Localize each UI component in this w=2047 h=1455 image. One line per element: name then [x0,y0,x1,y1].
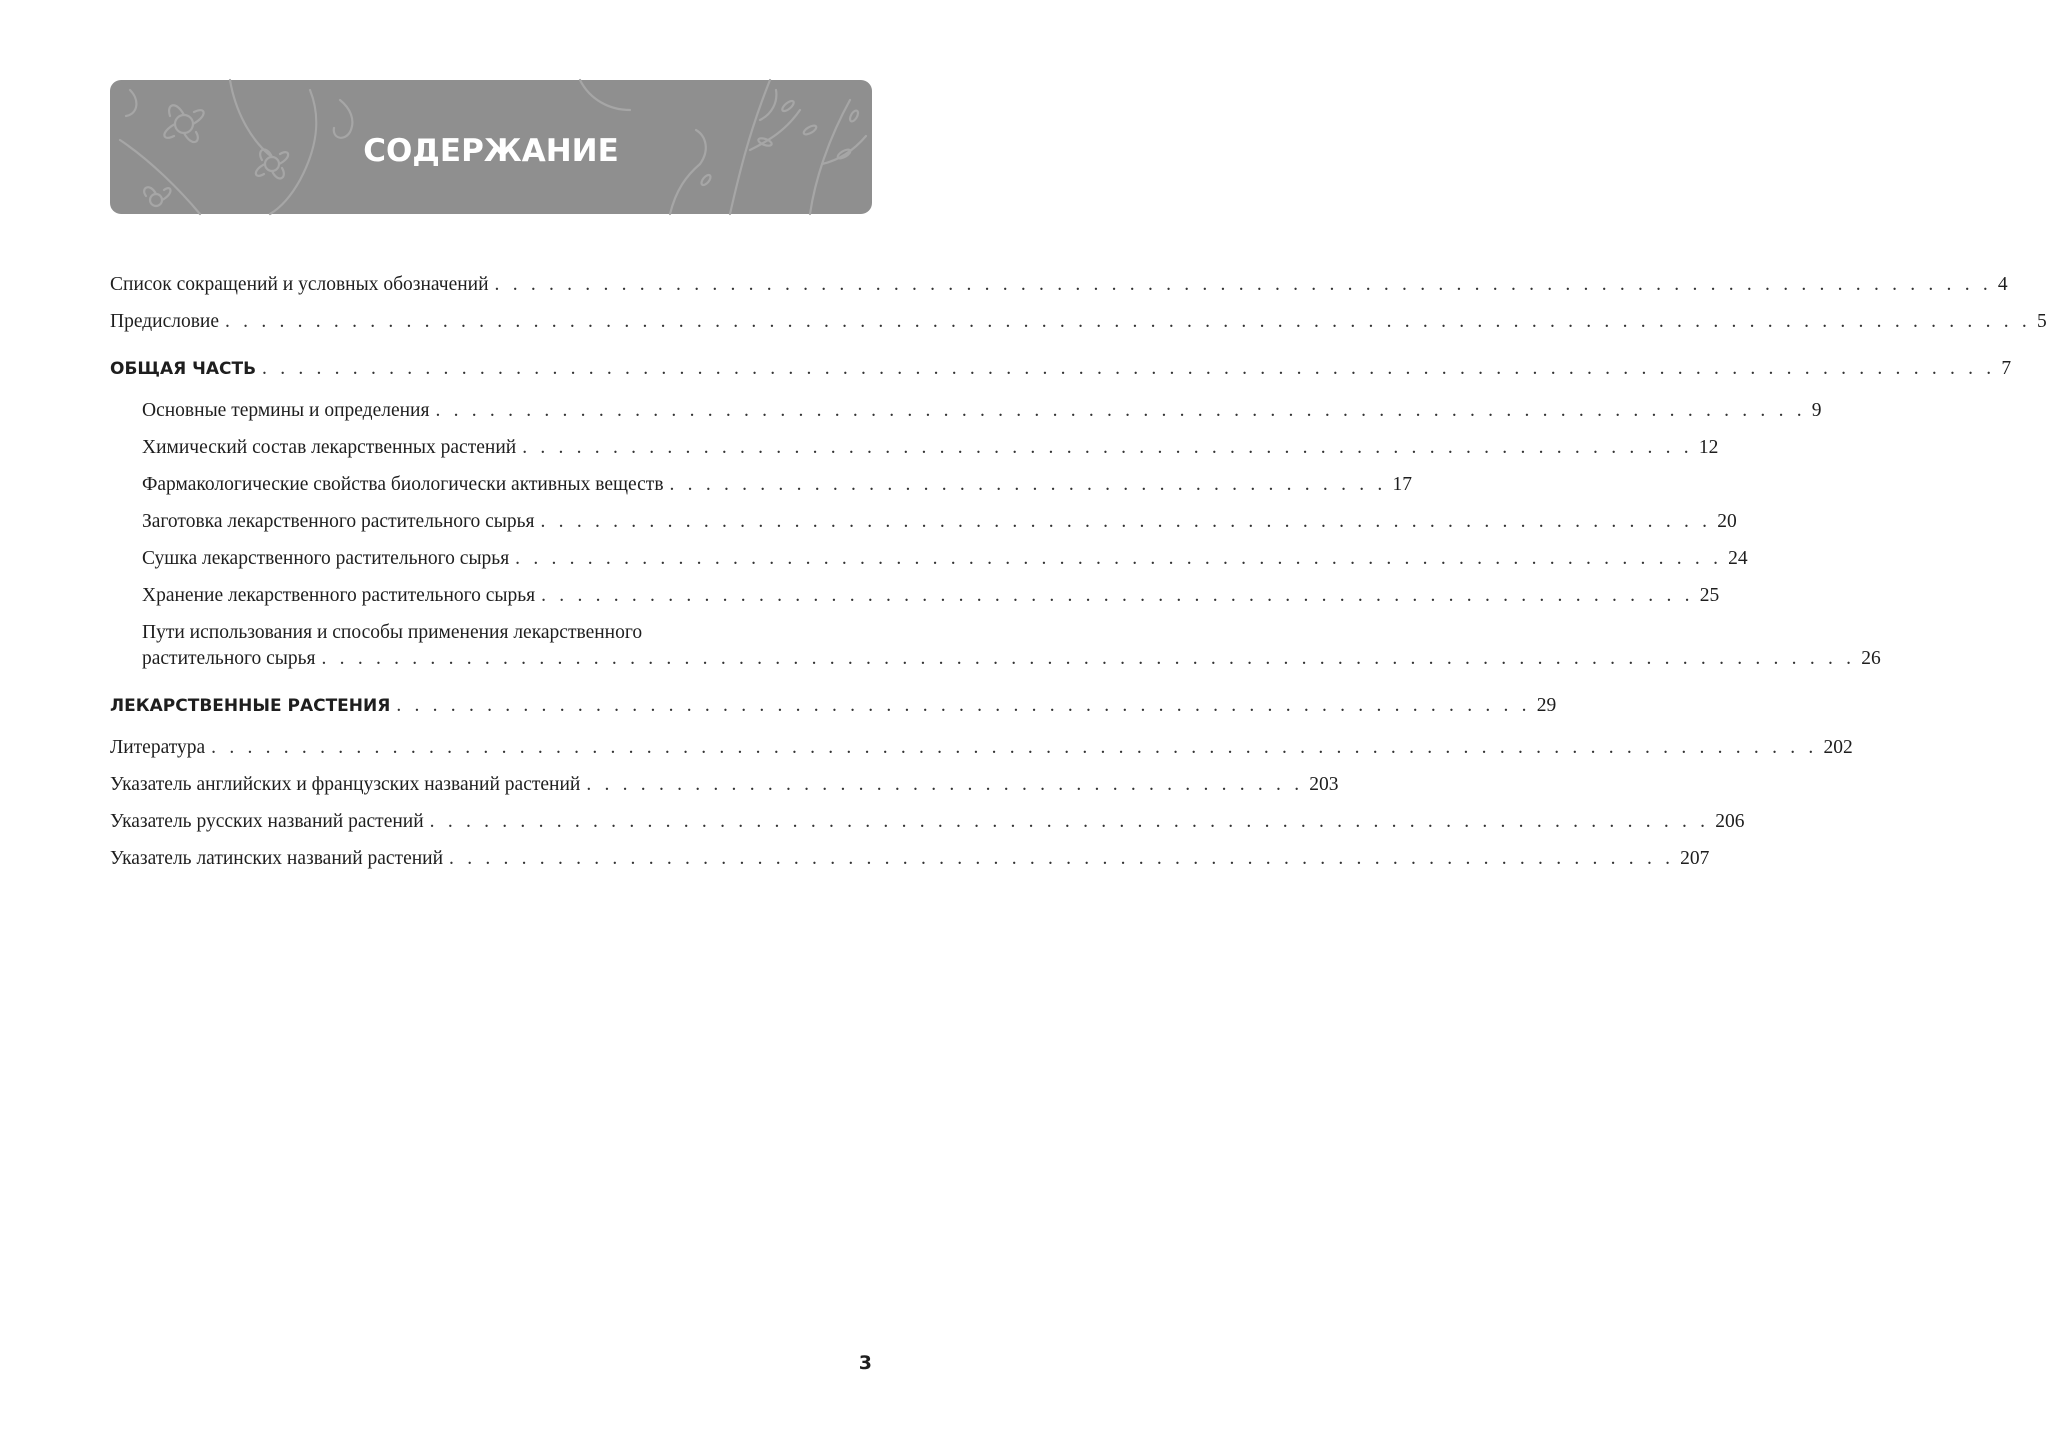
dot-leader: . . . . . . . . . . . . . . . . . . . . . . . . . . . . . . . . . . . . . . . . . . . . . . . . . . . . . . . . . . . . . . . . . . . . . . . . . . . . [435,400,1806,421]
toc-page-number: 207 [1674,846,1709,872]
toc-entry-label: Указатель английских и французских названий растений [110,774,581,795]
toc-page-number: 25 [1694,583,1720,609]
toc-page-number: 20 [1711,509,1737,535]
page-number: 3 [858,1352,872,1374]
toc-entry-storage[interactable] [110,583,1720,609]
dot-leader: . . . . . . . . . . . . . . . . . . . . . . . . . . . . . . . . . . . . . . . . . . . . . . . . . . . . . . . . . . . . . . . . . . . . . . . . . . . . . . . . . . . . . . . . . . . . . . . . . . . . [225,311,2031,332]
toc-page-number: 9 [1806,398,1822,424]
dot-leader: . . . . . . . . . . . . . . . . . . . . . . . . . . . . . . . . . . . . . . . . . . . . . . . . . . . . . . . . . . . . . . . . . . . . . . . [429,811,1710,832]
toc-entry-usage[interactable] [110,620,1881,672]
toc-entry-usage-line-2 [142,646,1881,672]
toc-page-number: 202 [1817,735,1852,761]
toc-entry-harvesting[interactable] [110,509,1737,535]
table-of-contents [110,272,2047,872]
toc-entry-index-russian[interactable] [110,809,1745,835]
contents-header-banner [110,80,872,214]
toc-entry-literature[interactable] [110,735,1853,761]
toc-page-number: 5 [2031,309,2047,335]
toc-page-number: 7 [1995,356,2011,382]
dot-leader: . . . . . . . . . . . . . . . . . . . . . . . . . . . . . . . . . . . . . . . . . . . . . . . . . . . . . . . . . . . . . . . . . . . . . . . . . . . . . . . . . . . . . [321,648,1856,669]
toc-entry-label: Сушка лекарственного растительного сырья [142,548,510,569]
toc-section-label: ЛЕКАРСТВЕННЫЕ РАСТЕНИЯ [110,696,391,716]
toc-entry-label: Заготовка лекарственного растительного сырья [142,511,535,532]
toc-entry-preface[interactable] [110,309,2047,335]
dot-leader: . . . . . . . . . . . . . . . . . . . . . . . . . . . . . . . . . . . . . . . . . . . . . . . . . . . . . . . . . . . . . . . . . [540,511,1712,532]
toc-entry-terms[interactable] [110,398,1822,424]
toc-entry-index-english-french[interactable] [110,772,1339,798]
dot-leader: . . . . . . . . . . . . . . . . . . . . . . . . . . . . . . . . . . . . . . . . . . . . . . . . . . . . . . . . . . . . . . . . . . . . . . . . . . . . . . . . . . . . . . . . . . . . . . . . [262,358,1996,379]
toc-entry-label: Основные термины и определения [142,400,430,421]
dot-leader: . . . . . . . . . . . . . . . . . . . . . . . . . . . . . . . . . . . . . . . . [586,774,1304,795]
toc-section-general[interactable] [110,356,2012,382]
dot-leader: . . . . . . . . . . . . . . . . . . . . . . . . . . . . . . . . . . . . . . . . . . . . . . . . . . . . . . . . . . . . . . . . . . . . . . . . . . . . . . . . . . . . . . . . . [211,737,1818,758]
dot-leader: . . . . . . . . . . . . . . . . . . . . . . . . . . . . . . . . . . . . . . . . . . . . . . . . . . . . . . . . . . . . . . . . . [522,437,1693,458]
page-title: СОДЕРЖАНИЕ [363,133,619,169]
toc-entry-label: Химический состав лекарственных растений [142,437,517,458]
dot-leader: . . . . . . . . . . . . . . . . . . . . . . . . . . . . . . . . . . . . . . . . . . . . . . . . . . . . . . . . . . . . . . . [396,695,1531,716]
dot-leader: . . . . . . . . . . . . . . . . . . . . . . . . . . . . . . . . . . . . . . . . . . . . . . . . . . . . . . . . . . . . . . . . [541,585,1694,606]
toc-page-number: 203 [1303,772,1338,798]
toc-entry-label: Указатель русских названий растений [110,811,424,832]
toc-entry-label-line-2: растительного сырья [142,648,316,669]
toc-entry-drying[interactable] [110,546,1748,572]
toc-entry-chemistry[interactable] [110,435,1719,461]
toc-section-label: ОБЩАЯ ЧАСТЬ [110,359,257,379]
toc-page-number: 29 [1531,693,1557,719]
dot-leader: . . . . . . . . . . . . . . . . . . . . . . . . . . . . . . . . . . . . . . . . . . . . . . . . . . . . . . . . . . . . . . . . . . . . [449,848,1675,869]
dot-leader: . . . . . . . . . . . . . . . . . . . . . . . . . . . . . . . . . . . . . . . . . . . . . . . . . . . . . . . . . . . . . . . . . . . . . . . . . . . . . . . . . . . [494,274,1992,295]
toc-entry-label: Предисловие [110,311,220,332]
toc-entry-label: Литература [110,737,206,758]
toc-section-plants[interactable] [110,693,1557,719]
toc-page-number: 24 [1722,546,1748,572]
toc-entry-label: Фармакологические свойства биологически активных веществ [142,474,664,495]
toc-entry-label: Указатель латинских названий растений [110,848,444,869]
toc-page-number: 206 [1709,809,1744,835]
toc-entry-label: Список сокращений и условных обозначений [110,274,489,295]
toc-page-number: 26 [1855,646,1881,672]
toc-entry-label-line-1: Пути использования и способы применения лекарственного [142,622,643,643]
toc-page-number: 17 [1386,472,1412,498]
toc-entry-pharmacology[interactable] [110,472,1412,498]
dot-leader: . . . . . . . . . . . . . . . . . . . . . . . . . . . . . . . . . . . . . . . . [669,474,1387,495]
toc-entry-index-latin[interactable] [110,846,1710,872]
dot-leader: . . . . . . . . . . . . . . . . . . . . . . . . . . . . . . . . . . . . . . . . . . . . . . . . . . . . . . . . . . . . . . . . . . . [515,548,1723,569]
toc-entry-label: Хранение лекарственного растительного сырья [142,585,536,606]
toc-page-number: 4 [1992,272,2008,298]
toc-entry-abbreviations[interactable] [110,272,2008,298]
toc-page-number: 12 [1693,435,1719,461]
